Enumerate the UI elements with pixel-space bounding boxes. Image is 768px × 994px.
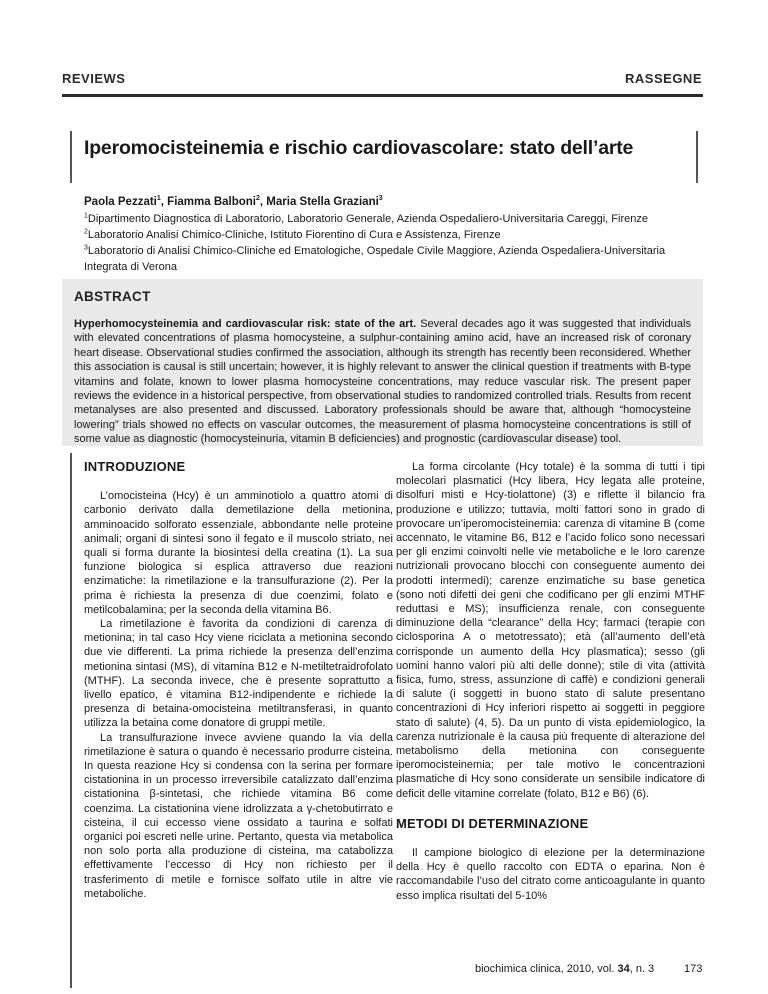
journal-citation [475,963,654,975]
affiliation-text: Dipartimento Diagnostica di Laboratorio, Laboratorio Generale, Azienda Ospedaliero-Universitaria Careggi, Firenze [87,213,648,225]
column-left [84,452,393,901]
paragraph: La transulfurazione invece avviene quando la via della rimetilazione è satura o quando è necessario produrre cisteina. In questa reazione Hcy si condensa con la serina per formare cistationina in un processo irreversibile catalizzato dall’enzima cistationina β-sintetasi, che richiede vitamina B6 come coenzima. La cistationina viene idrolizzata a γ-chetobutirrato e cisteina, il cui eccesso viene ossidato a taurina e solfati organici poi escreti nelle urine. Pertanto, questa via metabolica non solo porta alla produzione di cisteina, ma catabolizza effettivamente l’eccesso di Hcy non richiesto per il trasferimento di metile e fornisce solfato utile in altre vie metaboliche. [84,731,393,900]
abstract-body: Several decades ago it was suggested that individuals with elevated concentrations of plasma homocysteine, a sulphur-containing amino acid, have an increased risk of coronary heart disease. Observational studies confirmed the association, although its strength has recently been reconsidered. Whether this association is causal is still uncertain; however, it is highly relevant to answer the clinical question if treatments with B-type vitamins and folate, known to lower plasma homocysteine concentrations, may reduce vascular risk. The present paper reviews the evidence in a historical perspective, from observational studies to randomized controlled trials. Results from recent metanalyses are also presented and discussed. Laboratory professionals should be aware that, although “homocysteine lowering” trials showed no effects on vascular outcomes, the measurement of plasma homocysteine concentrations is still of some value as diagnostic (homocysteinuria, vitamin B deficiencies) and prognostic (cardiovascular disease) tool. [74,318,691,446]
journal-volume: 34 [617,963,630,975]
body-left-bar [70,453,72,988]
affiliation [84,227,694,243]
abstract-heading: ABSTRACT [74,289,151,304]
affiliation-sup: 1 [84,212,88,220]
paragraph: La forma circolante (Hcy totale) è la somma di tutti i tipi molecolari plasmatici (Hcy libera, Hcy legata alle proteine, disolfuri misti e Hcy-tiolattone) (3) e riflette il bilancio fra produzione e utilizzo; tuttavia, molti fattori sono in grado di provocare un’iperomocisteinemia: carenza di vitamine B (come accennato, le vitamine B6, B12 e l’acido folico sono necessari per gli enzimi coinvolti nelle vie metaboliche e le loro carenze nutrizionali provocano blocchi con conseguente aumento dei prodotti intermedi); carenze enzimatiche su base genetica (sono noti difetti dei geni che codificano per gli enzimi MTHF reduttasi e MS); insufficienza renale, con conseguente diminuzione della “clearance” della Hcy; farmaci (terapie con ciclosporina A o metotressato); età (all’aumento dell’età corrisponde un aumento della Hcy plasmatica); sesso (gli uomini hanno valori più alti delle donne); stile di vita (attività fisica, fumo, stress, assunzione di caffè) e condizioni generali di salute (i soggetti in buono stato di salute presentano concentrazioni di Hcy inferiori rispetto ai soggetti in peggiore stato di salute) (4, 5). Da un punto di vista epidemiologico, la carenza nutrizionale è la causa più frequente di alterazione del metabolismo della metionina con conseguente iperomocisteinemia; per tale motivo le concentrazioni plasmatiche di Hcy sono considerate un sensibile indicatore di deficit delle vitamine correlate (folato, B12 e B6) (6). [396,461,705,800]
author-name: Maria Stella Graziani [266,196,379,208]
affiliation-text: Laboratorio di Analisi Chimico-Cliniche ed Ematologiche, Ospedale Civile Maggiore, Azienda Ospedaliera-Universitaria Integrata di Verona [84,245,666,273]
abstract-lead: Hyperhomocysteinemia and cardiovascular risk: state of the art. [74,318,417,330]
title-right-bar [696,131,698,183]
journal-name: biochimica clinica, 2010, vol. [475,963,618,975]
author-sup: 2 [256,195,260,203]
affiliation [84,211,694,227]
page-number: 173 [684,963,703,975]
column-right [396,452,705,903]
author-list: Paola Pezzati$^1$, Fiamma Balboni$^2$, Maria Stella Graziani$^3$ [84,195,383,208]
header-rule [62,94,703,97]
section-label-reviews: REVIEWS [62,71,126,86]
affiliation [84,243,694,275]
author-sup: 3 [378,195,383,203]
section-heading-introduzione: INTRODUZIONE [84,459,186,474]
paragraph: L’omocisteina (Hcy) è un amminotiolo a quattro atomi di carbonio derivato dalla demetilazione della metionina, amminoacido solforato essenziale, abbondante nelle proteine animali; organi di sintesi sono il fegato e il muscolo striato, nei quali si forma durante la biosintesi della creatina (1). La sua funzione biologica si esplica attraverso due reazioni enzimatiche: la rimetilazione e la transulfurazione (2). Per la prima è richiesta la presenza di due coenzimi, folato e metilcobalamina; per la seconda della vitamina B6. [84,490,393,616]
author-name: Fiamma Balboni [167,196,256,208]
abstract-box [62,279,703,446]
section-label-rassegne: RASSEGNE [625,71,702,86]
affiliation-text: Laboratorio Analisi Chimico-Cliniche, Istituto Fiorentino di Cura e Assistenza, Firenze [87,229,501,241]
affiliation-sup: 3 [84,244,88,252]
section-heading-metodi: METODI DI DETERMINAZIONE [396,815,589,831]
paragraph: Il campione biologico di elezione per la determinazione della Hcy è quello raccolto con EDTA o eparina. Non è raccomandabile l’uso del citrato come anticoagulante in quanto esso implica risultati del 5-10% [396,847,705,902]
article-title: Iperomocisteinemia e rischio cardiovascolare: stato dell’arte [84,137,634,159]
abstract-text [74,317,691,447]
paragraph: La rimetilazione è favorita da condizioni di carenza di metionina; in tal caso Hcy viene riciclata a metionina secondo due vie differenti. La prima richiede la presenza dell’enzima metionina sintasi (MS), di vitamina B12 e N-metiltetraidrofolato (MTHF). La seconda invece, che è presente soprattutto a livello epatico, è vitamina B12-indipendente e richiede la presenza di betaina-omocisteina metiltransferasi, in quanto utilizza la betaina come donatore di gruppi metile. [84,618,393,730]
author-sup: 1 [156,195,161,203]
title-left-bar [70,131,72,183]
journal-issue: , n. 3 [629,963,655,975]
affiliation-sup: 2 [84,228,88,236]
author-name: Paola Pezzati [84,196,157,208]
